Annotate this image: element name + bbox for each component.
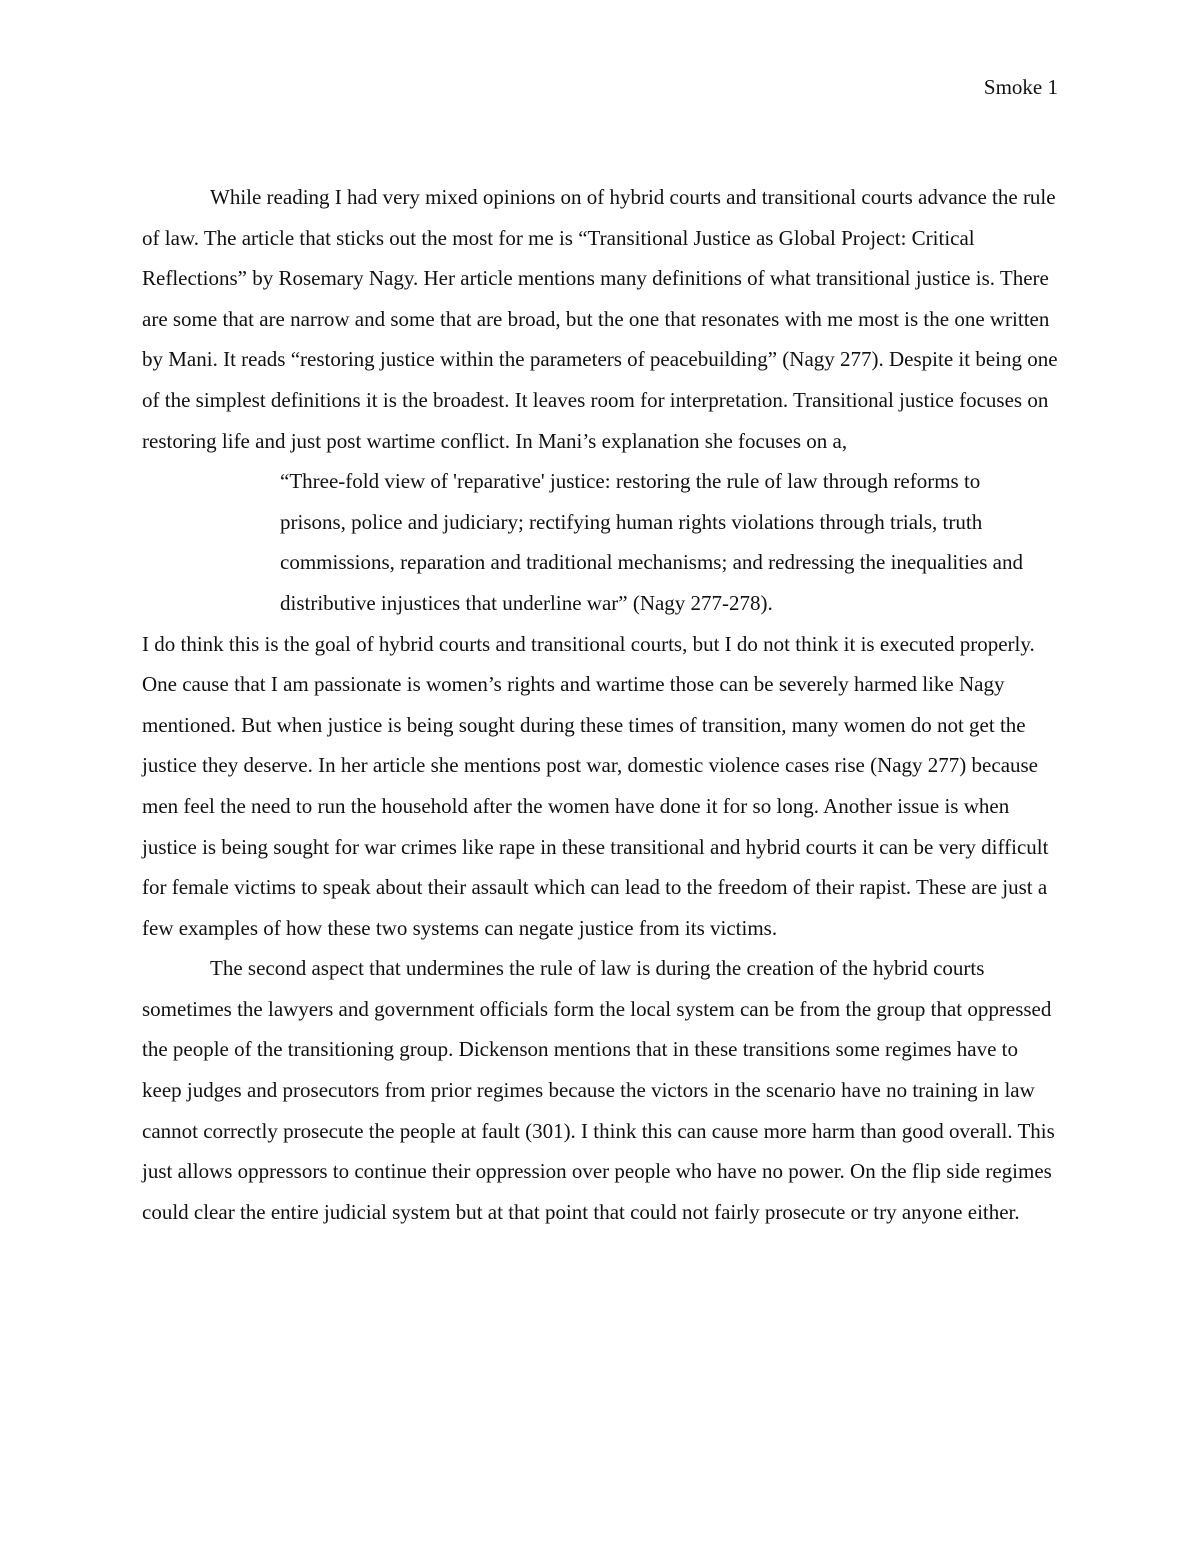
running-head: Smoke 1 <box>983 75 1058 99</box>
paragraph-2: I do think this is the goal of hybrid courts and transitional courts, but I do not think it is executed properly. One cause that I am passionate is women’s rights and wartime those can be severely harmed like Nagy mentioned. But when justice is being sought during these times of transition, many women do not get the justice they deserve. In her article she mentions post war, domestic violence cases rise (Nagy 277) because men feel the need to run the household after the women have done it for so long. Another issue is when justice is being sought for war crimes like rape in these transitional and hybrid courts it can be very difficult for female victims to speak about their assault which can lead to the freedom of their rapist. These are just a few examples of how these two systems can negate justice from its victims. <box>142 631 1049 940</box>
paragraph-3: The second aspect that undermines the rule of law is during the creation of the hybrid courts sometimes the lawyers and government officials form the local system can be from the group that oppressed the people of the transitioning group. Dickenson mentions that in these transitions some regimes have to keep judges and prosecutors from prior regimes because the victors in the scenario have no training in law cannot correctly prosecute the people at fault (301). I think this can cause more harm than good overall. This just allows oppressors to continue their oppression over people who have no power. On the flip side regimes could clear the entire judicial system but at that point that could not fairly prosecute or try anyone either. <box>142 956 1055 1224</box>
block-quote: “Three-fold view of 'reparative' justice: restoring the rule of law through reforms to prisons, police and judiciary; rectifying human rights violations through trials, truth commissions, reparation and traditional mechanisms; and redressing the inequalities and distributive injustices that underline war” (Nagy 277-278). <box>280 469 1023 615</box>
paragraph-1: While reading I had very mixed opinions on of hybrid courts and transitional courts advance the rule of law. The article that sticks out the most for me is “Transitional Justice as Global Project: Critical Reflections” by Rosemary Nagy. Her article mentions many definitions of what transitional justice is. There are some that are narrow and some that are broad, but the one that resonates with me most is the one written by Mani. It reads “restoring justice within the parameters of peacebuilding” (Nagy 277). Despite it being one of the simplest definitions it is the broadest. It leaves room for interpretation. Transitional justice focuses on restoring life and just post wartime conflict. In Mani’s explanation she focuses on a, <box>142 185 1058 453</box>
essay-body <box>142 177 1062 1232</box>
